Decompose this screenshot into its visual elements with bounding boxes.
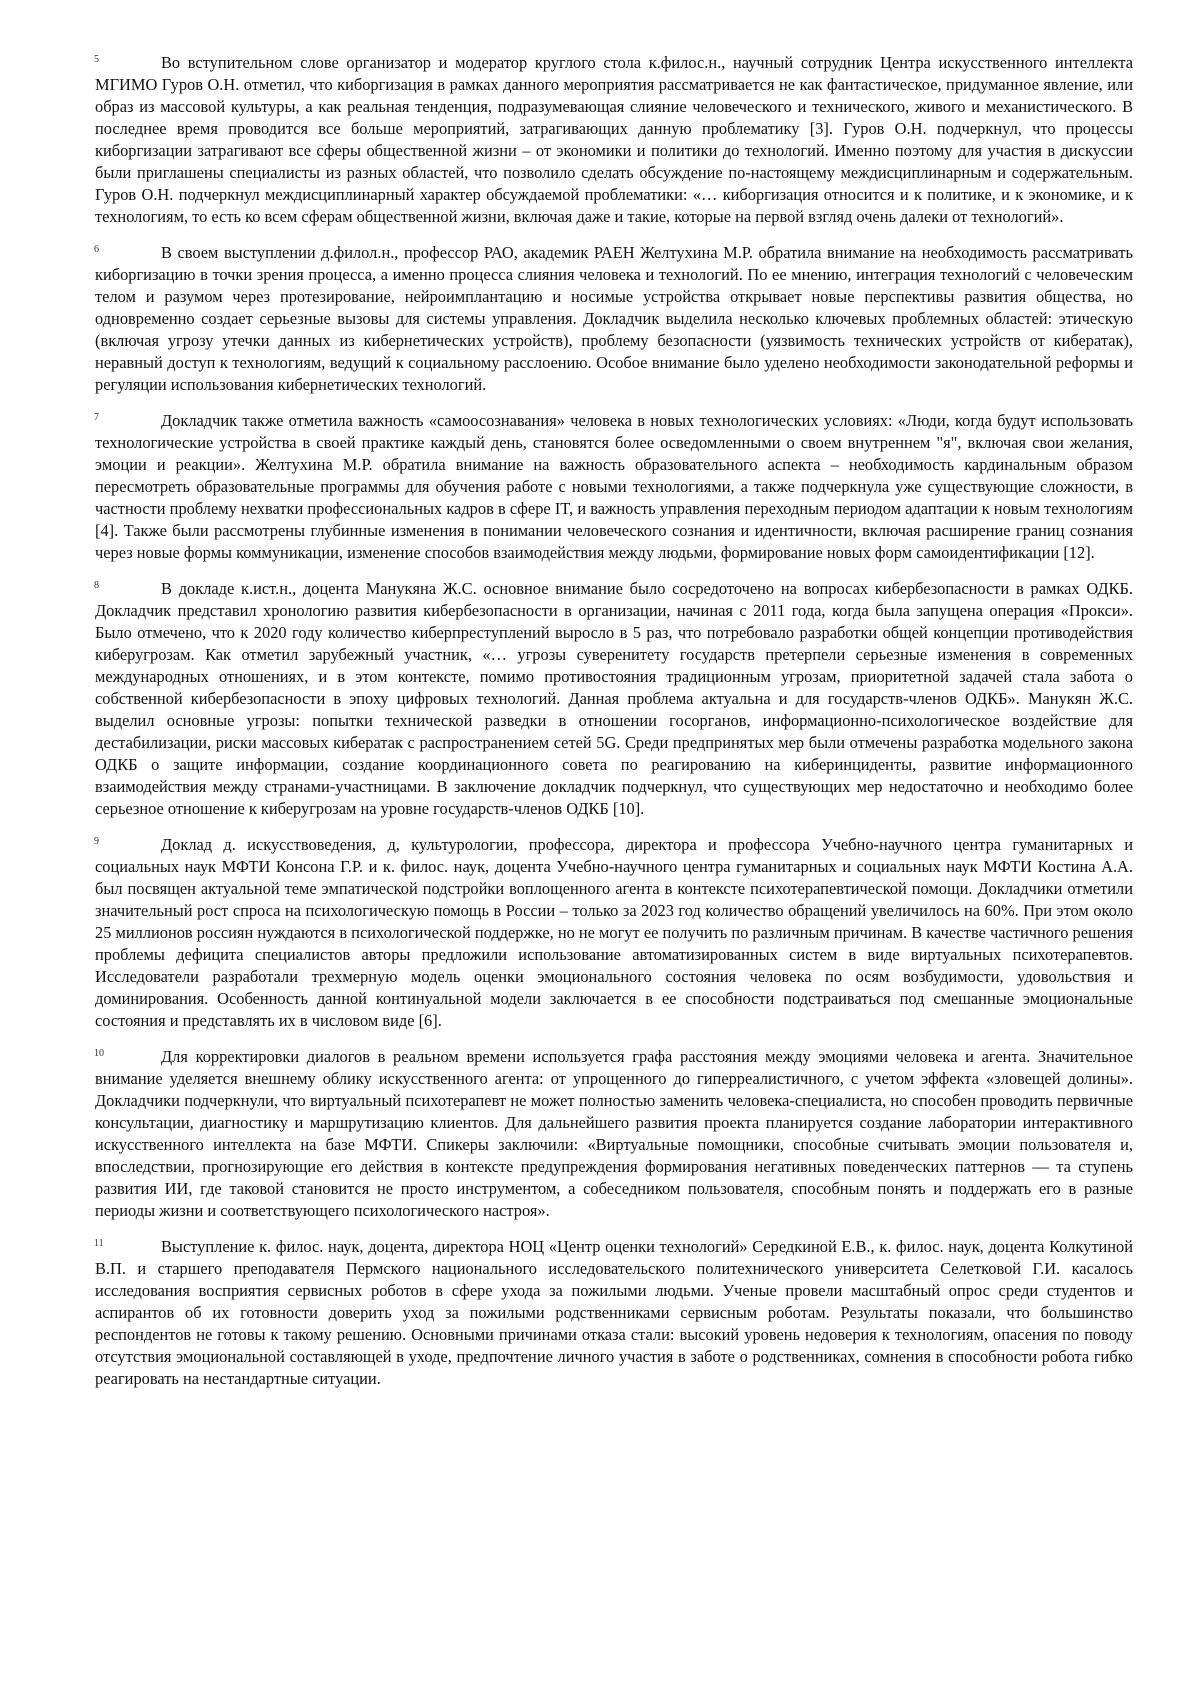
paragraph-text: В своем выступлении д.филол.н., профессор РАО, академик РАЕН Желтухина М.Р. обратила внимание на необходимость рассматривать киборгизацию в точки зрения процесса, а именно процесса слияния человека и технологий. По ее мнению, интеграция технологий с человеческим телом и разумом через протезирование, нейроимплантацию и носимые устройства открывает новые перспективы развития общества, но одновременно создает серьезные вызовы для системы управления. Докладчик выделила несколько ключевых проблемных областей: этическую (включая угрозу утечки данных из кибернетических устройств), проблему безопасности (уязвимость технических устройств от кибератак), неравный доступ к технологиям, ведущий к социальному расслоению. Особое внимание было уделено необходимости законодательной реформы и регуляции использования кибернетических технологий. (95, 243, 1133, 394)
paragraph-text: Доклад д. искусствоведения, д, культурологии, профессора, директора и профессора Учебно-научного центра гуманитарных и социальных наук МФТИ Консона Г.Р. и к. филос. наук, доцента Учебно-научного центра гуманитарных и социальных наук МФТИ Костина А.А. был посвящен актуальной теме эмпатической подстройки воплощенного агента в контексте психотерапевтической помощи. Докладчики отметили значительный рост спроса на психологическую помощь в России – только за 2023 год количество обращений увеличилось на 60%. При этом около 25 миллионов россиян нуждаются в психологической поддержке, но не могут ее получить по различным причинам. В качестве частичного решения проблемы дефицита специалистов авторы предложили использование автоматизированных систем в виде виртуальных психотерапевтов. Исследователи разработали трехмерную модель оценки эмоционального состояния человека по осям возбудимости, удовольствия и доминирования. Особенность данной континуальной модели заключается в ее способности подстраиваться под смешанные эмоциональные состояния и представлять их в числовом виде [6]. (95, 835, 1133, 1030)
paragraph-number: 8 (94, 579, 99, 593)
paragraph-10 (95, 1046, 1133, 1222)
paragraph-text: Выступление к. филос. наук, доцента, директора НОЦ «Центр оценки технологий» Середкиной Е.В., к. филос. наук, доцента Колкутиной В.П. и старшего преподавателя Пермского национального исследовательского политехнического университета Селетковой Г.И. касалось исследования восприятия сервисных роботов в сфере ухода за пожилыми людьми. Ученые провели масштабный опрос среди студентов и аспирантов об их готовности доверить уход за пожилыми родственниками сервисным роботам. Результаты показали, что большинство респондентов не готовы к такому решению. Основными причинами отказа стали: высокий уровень недоверия к технологиям, опасения по поводу отсутствия эмоциональной составляющей в уходе, предпочтение личного участия в заботе о родственниках, сомнения в способности робота гибко реагировать на нестандартные ситуации. (95, 1237, 1133, 1388)
paragraph-8 (95, 578, 1133, 820)
paragraph-text: Докладчик также отметила важность «самоосознавания» человека в новых технологических условиях: «Люди, когда будут использовать технологические устройства в своей практике каждый день, становятся более осведомленными о своем внутреннем "я", включая свои желания, эмоции и реакции». Желтухина М.Р. обратила внимание на важность образовательного аспекта – необходимость кардинальным образом пересмотреть образовательные программы для обучения работе с новыми технологиями, а также подчеркнула уже существующие сложности, в частности проблему нехватки профессиональных кадров в сфере IT, и важность управления переходным периодом адаптации к новым технологиям [4]. Также были рассмотрены глубинные изменения в понимании человеческого сознания и идентичности, включая расширение границ сознания через новые формы коммуникации, изменение способов взаимодействия между людьми, формирование новых форм самоидентификации [12]. (95, 411, 1133, 562)
paragraph-5 (95, 52, 1133, 228)
paragraph-number: 6 (94, 243, 99, 257)
paragraph-number: 5 (94, 53, 99, 67)
paragraph-11 (95, 1236, 1133, 1390)
paragraph-number: 10 (94, 1047, 104, 1061)
paragraph-7 (95, 410, 1133, 564)
paragraph-text: Во вступительном слове организатор и модератор круглого стола к.филос.н., научный сотрудник Центра искусственного интеллекта МГИМО Гуров О.Н. отметил, что киборгизация в рамках данного мероприятия рассматривается не как фантастическое, придуманное явление, или образ из массовой культуры, а как реальная тенденция, подразумевающая слияние человеческого и технического, живого и механистического. В последнее время проводится все больше мероприятий, затрагивающих данную проблематику [3]. Гуров О.Н. подчеркнул, что процессы киборгизации затрагивают все сферы общественной жизни – от экономики и политики до технологий. Именно поэтому для участия в дискуссии были приглашены специалисты из разных областей, что позволило сделать обсуждение по-настоящему междисциплинарным и содержательным. Гуров О.Н. подчеркнул междисциплинарный характер обсуждаемой проблематики: «… киборгизация относится и к политике, и к экономике, и к технологиям, то есть ко всем сферам общественной жизни, включая даже и такие, которые на первой взгляд очень далеки от технологий». (95, 53, 1133, 226)
paragraph-text: Для корректировки диалогов в реальном времени используется графа расстояния между эмоциями человека и агента. Значительное внимание уделяется внешнему облику искусственного агента: от упрощенного до гиперреалистичного, с учетом эффекта «зловещей долины». Докладчики подчеркнули, что виртуальный психотерапевт не может полностью заменить человека-специалиста, но способен проводить первичные консультации, диагностику и маршрутизацию клиентов. Для дальнейшего развития проекта планируется создание лаборатории интерактивного искусственного интеллекта на базе МФТИ. Спикеры заключили: «Виртуальные помощники, способные считывать эмоции пользователя и, впоследствии, прогнозирующие его действия в контексте предупреждения формирования негативных поведенческих паттернов — та ступень развития ИИ, где таковой становится не просто инструментом, а собеседником пользователя, способным понять и поддержать его в разные периоды жизни и соответствующего психологического настроя». (95, 1047, 1133, 1220)
paragraph-number: 11 (94, 1237, 104, 1251)
document-page (95, 52, 1133, 1404)
paragraph-number: 7 (94, 411, 99, 425)
paragraph-9 (95, 834, 1133, 1032)
paragraph-number: 9 (94, 835, 99, 849)
paragraph-6 (95, 242, 1133, 396)
paragraph-text: В докладе к.ист.н., доцента Манукяна Ж.С. основное внимание было сосредоточено на вопросах кибербезопасности в рамках ОДКБ. Докладчик представил хронологию развития кибербезопасности в организации, начиная с 2011 года, когда была запущена операция «Прокси». Было отмечено, что к 2020 году количество киберпреступлений выросло в 5 раз, что потребовало разработки общей концепции противодействия киберугрозам. Как отметил зарубежный участник, «… угрозы суверенитету государств претерпели серьезные изменения в современных международных отношениях, и в этом контексте, помимо противостояния традиционным угрозам, приоритетной задачей стала забота о собственной кибербезопасности в эпоху цифровых технологий. Данная проблема актуальна и для государств-членов ОДКБ». Манукян Ж.С. выделил основные угрозы: попытки технической разведки в отношении госорганов, информационно-психологическое воздействие для дестабилизации, риски массовых кибератак с распространением сетей 5G. Среди предпринятых мер были отмечены разработка модельного закона ОДКБ о защите информации, создание координационного совета по реагированию на киберинциденты, развитие информационного взаимодействия между странами-участницами. В заключение докладчик подчеркнул, что существующих мер недостаточно и необходимо более серьезное отношение к киберугрозам на уровне государств-членов ОДКБ [10]. (95, 579, 1133, 818)
